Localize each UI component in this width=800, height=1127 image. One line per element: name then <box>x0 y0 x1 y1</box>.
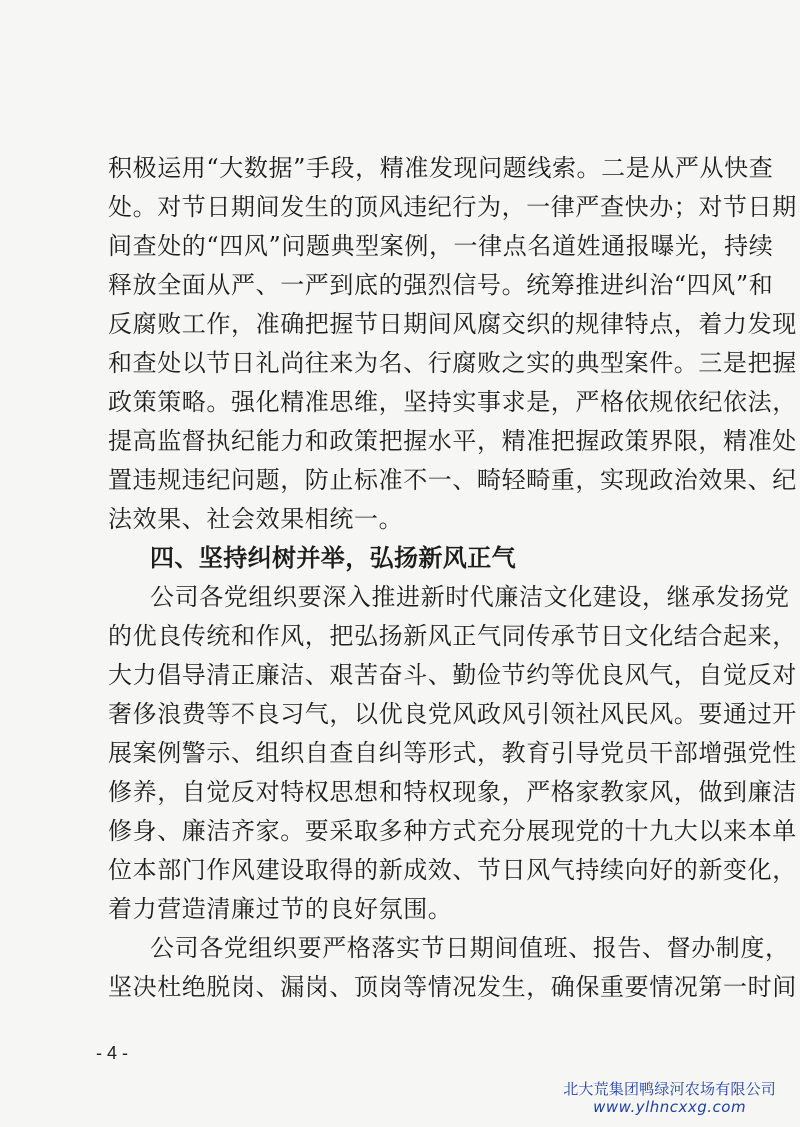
body-line: 处。对节日期间发生的顶风违纪行为，一律严查快办；对节日期 <box>108 193 797 221</box>
body-line: 大力倡导清正廉洁、艰苦奋斗、勤俭节约等优良风气，自觉反对 <box>108 661 797 689</box>
watermark <box>563 1080 776 1116</box>
body-line: 着力营造清廉过节的良好氛围。 <box>108 895 453 923</box>
body-line: 释放全面从严、一严到底的强烈信号。统筹推进纠治“四风”和 <box>108 271 774 299</box>
body-line: 反腐败工作，准确把握节日期间风腐交织的规律特点，着力发现 <box>108 310 797 338</box>
body-line: 修养，自觉反对特权思想和特权现象，严格家教家风，做到廉洁 <box>108 778 797 806</box>
body-line: 坚决杜绝脱岗、漏岗、顶岗等情况发生，确保重要情况第一时间 <box>108 973 797 1001</box>
page-number: - 4 - <box>96 1043 129 1063</box>
body-line: 奢侈浪费等不良习气，以优良党风政风引领社风民风。要通过开 <box>108 700 797 728</box>
body-line: 位本部门作风建设取得的新成效、节日风气持续向好的新变化， <box>108 856 797 884</box>
body-line: 积极运用“大数据”手段，精准发现问题线索。二是从严从快查 <box>108 154 774 182</box>
watermark-company-name: 北大荒集团鸭绿河农场有限公司 <box>563 1080 776 1098</box>
body-line: 公司各党组织要深入推进新时代廉洁文化建设，继承发扬党 <box>150 583 790 611</box>
body-line: 的优良传统和作风，把弘扬新风正气同传承节日文化结合起来， <box>108 622 797 650</box>
body-line: 提高监督执纪能力和政策把握水平，精准把握政策界限，精准处 <box>108 427 797 455</box>
body-line: 置违规违纪问题，防止标准不一、畸轻畸重，实现政治效果、纪 <box>108 466 797 494</box>
body-line: 政策策略。强化精准思维，坚持实事求是，严格依规依纪依法， <box>108 388 797 416</box>
watermark-url: www.ylhncxxg.com <box>593 1098 747 1116</box>
body-line: 展案例警示、组织自查自纠等形式，教育引导党员干部增强党性 <box>108 739 797 767</box>
body-line: 法效果、社会效果相统一。 <box>108 505 404 533</box>
body-line: 修身、廉洁齐家。要采取多种方式充分展现党的十九大以来本单 <box>108 817 797 845</box>
body-line: 和查处以节日礼尚往来为名、行腐败之实的典型案件。三是把握 <box>108 349 797 377</box>
section-heading: 四、坚持纠树并举，弘扬新风正气 <box>150 544 516 572</box>
body-line: 公司各党组织要严格落实节日期间值班、报告、督办制度， <box>150 934 790 962</box>
body-line: 间查处的“四风”问题典型案例，一律点名道姓通报曝光，持续 <box>108 232 774 260</box>
